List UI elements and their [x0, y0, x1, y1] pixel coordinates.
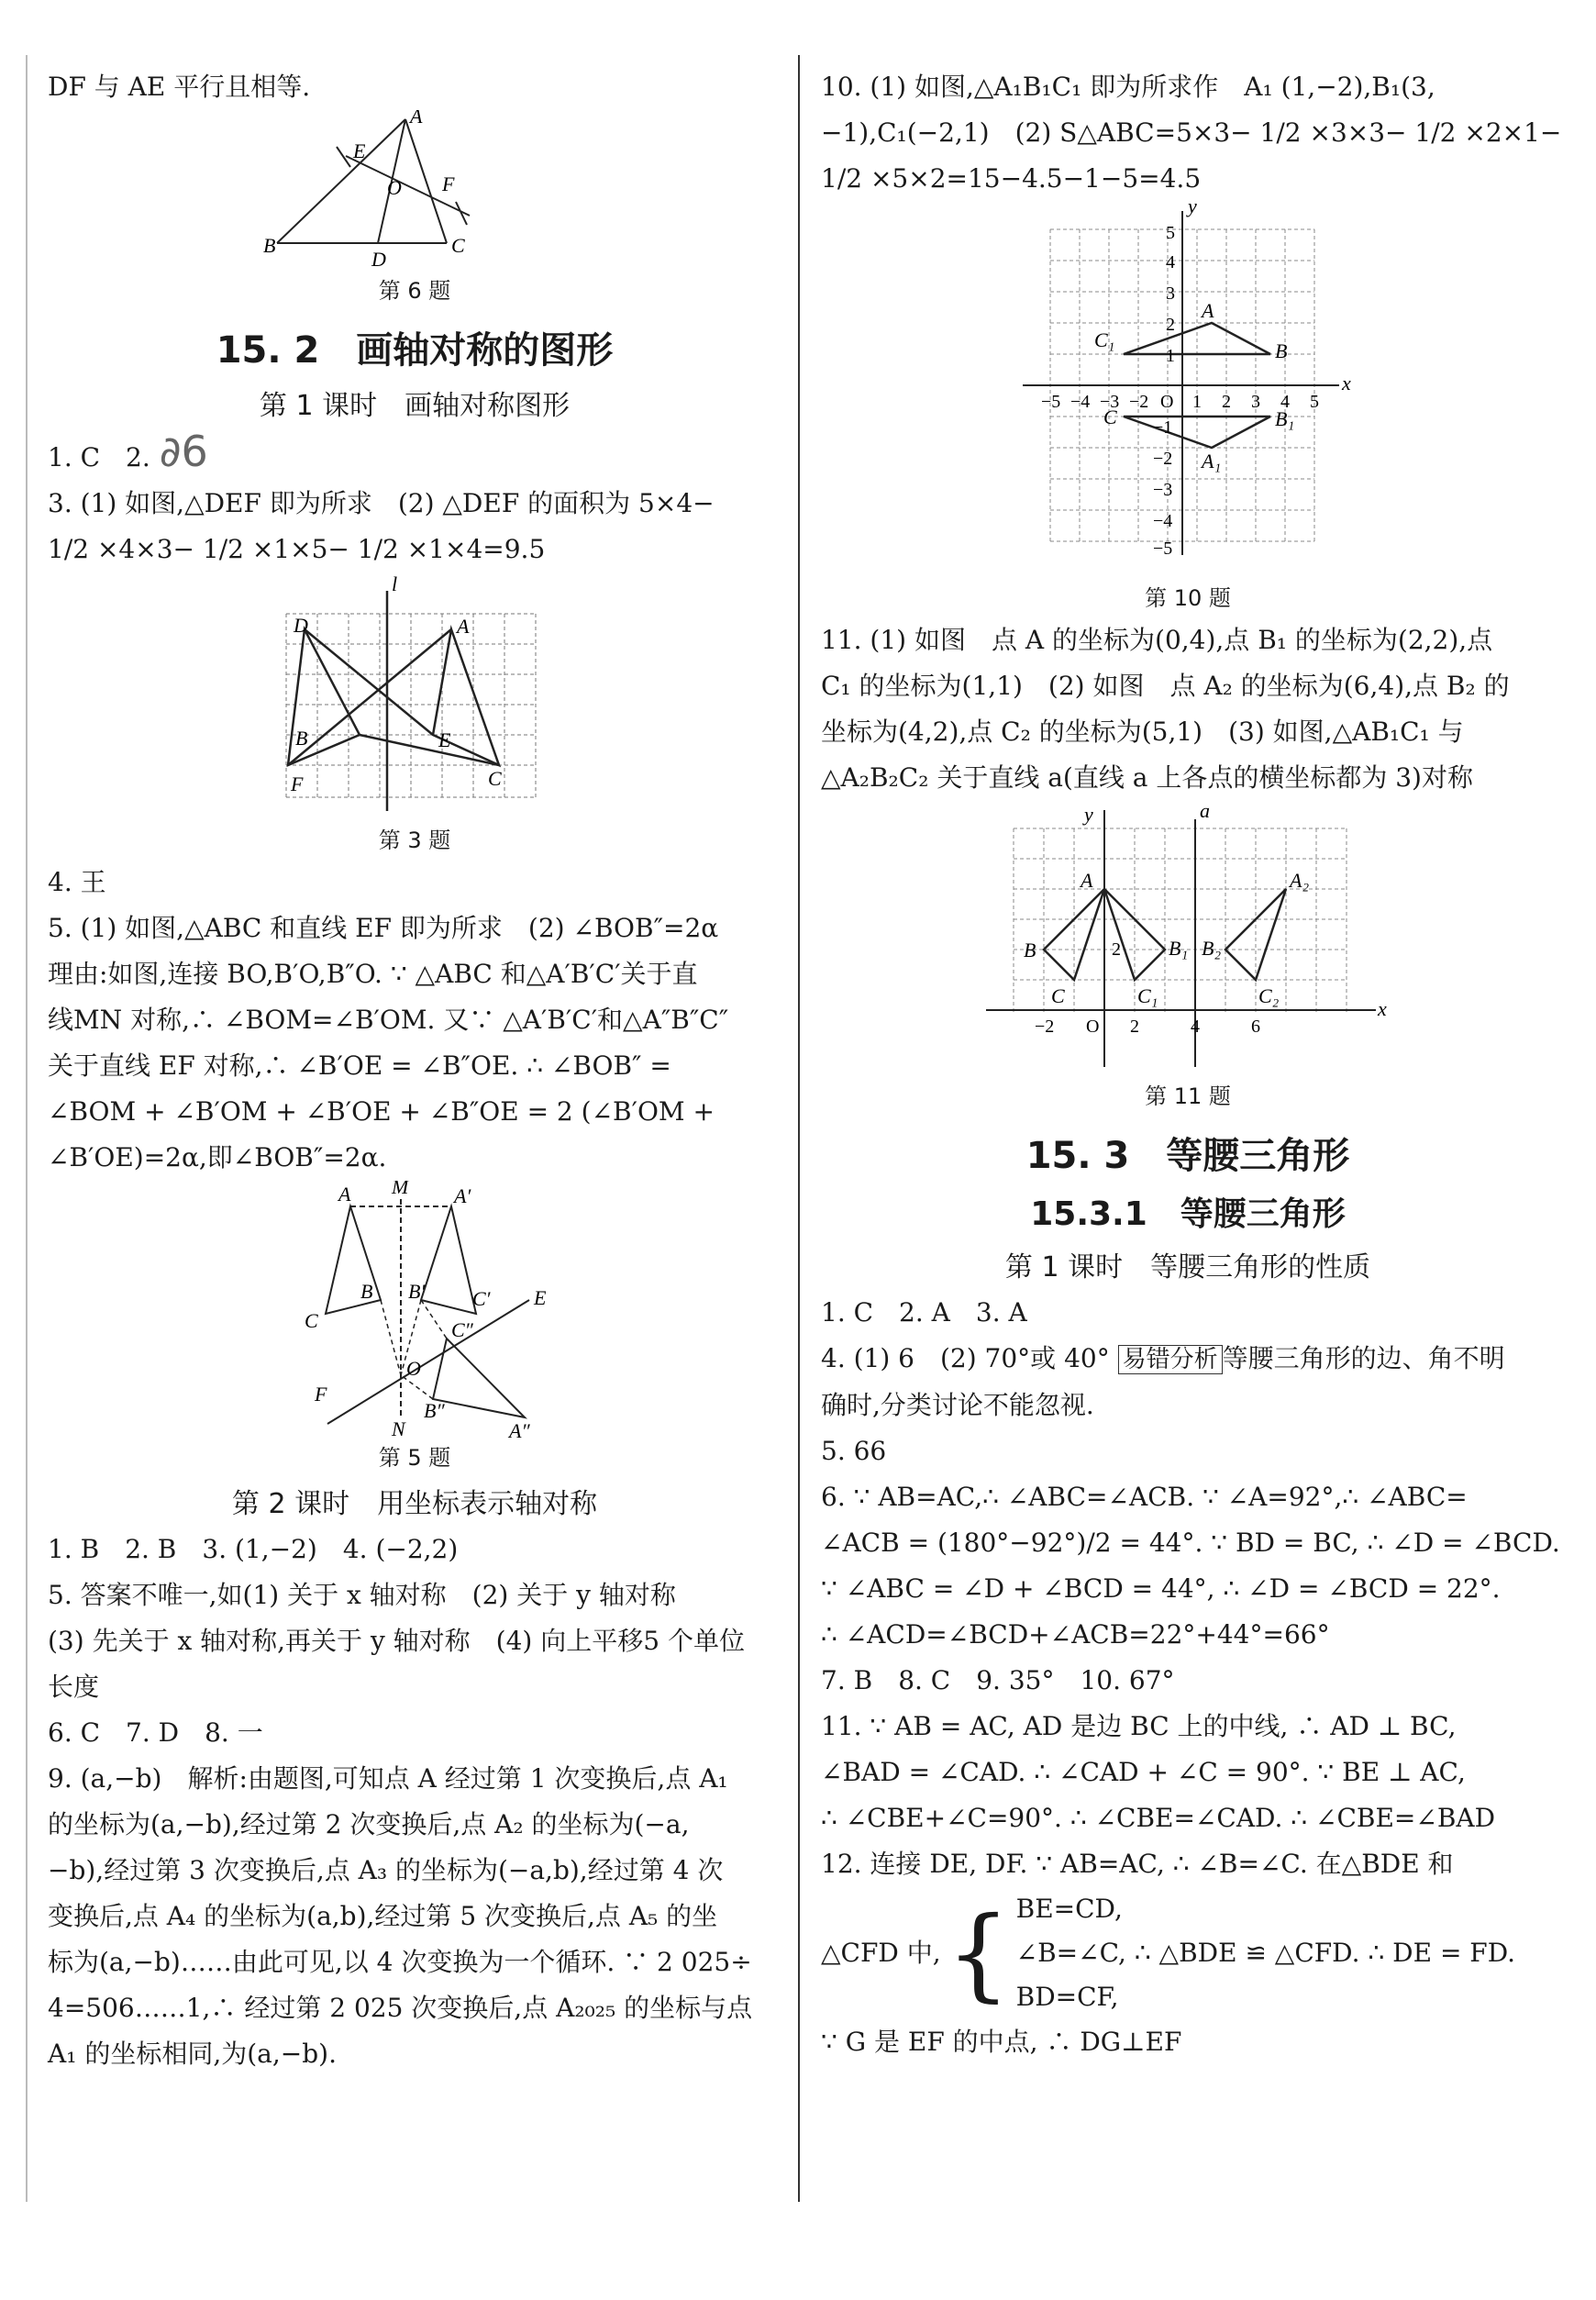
text-line: 1/2 ×5×2=15−4.5−1−5=4.5 [821, 163, 1202, 194]
text-line: 7. B 8. C 9. 35° 10. 67° [821, 1665, 1175, 1695]
text-line: 4. 王 [48, 867, 106, 897]
figure-3 [268, 572, 561, 820]
text-line: 5. 66 [821, 1436, 887, 1466]
label-F: F [315, 1383, 327, 1406]
text-line: 的坐标为(a,−b),经过第 2 次变换后,点 A₂ 的坐标为(−a, [48, 1809, 690, 1839]
svg-text:1: 1 [1192, 392, 1202, 412]
axis-x-label: x [1342, 372, 1351, 394]
text-line: 5. (1) 如图,△ABC 和直线 EF 即为所求 (2) ∠BOB″=2α [48, 913, 719, 943]
svg-text:O: O [1160, 392, 1174, 412]
text-line [821, 1336, 1555, 1383]
error-analysis-tag: 易错分析 [1118, 1345, 1223, 1374]
text-line: ∠BAD = ∠CAD. ∴ ∠CAD + ∠C = 90°. ∵ BE ⊥ AC, [821, 1757, 1466, 1787]
svg-text:4: 4 [1191, 1017, 1200, 1037]
figure-6 [263, 110, 566, 271]
figure-5 [263, 1181, 566, 1438]
label-A: A [457, 615, 470, 638]
subsection-heading: 15.3.1 等腰三角形 [1030, 1195, 1346, 1233]
label-F: F [442, 172, 455, 195]
svg-text:2: 2 [1166, 315, 1175, 335]
figure-caption: 第 3 题 [378, 828, 451, 853]
svg-text:2: 2 [1130, 1017, 1139, 1037]
label-C-double-prime: C″ [451, 1318, 473, 1341]
text-line: ∴ ∠CBE+∠C=90°. ∴ ∠CBE=∠CAD. ∴ ∠CBE=∠BAD [821, 1803, 1496, 1833]
right-column [821, 64, 1562, 2065]
text-line: ∴ ∠ACD=∠BCD+∠ACB=22°+44°=66° [821, 1619, 1330, 1650]
svg-text:5: 5 [1310, 392, 1319, 412]
svg-text:6: 6 [1251, 1017, 1260, 1037]
text-line: 4=506……1,∴ 经过第 2 025 次变换后,点 A₂₀₂₅ 的坐标与点 [48, 1993, 753, 2023]
lesson-heading: 第 2 课时 用坐标表示轴对称 [231, 1488, 598, 1520]
label-B: B [263, 234, 276, 257]
text-line: (3) 先关于 x 轴对称,再关于 y 轴对称 (4) 向上平移5 个单位 [48, 1626, 745, 1656]
axis-x-label: x [1378, 997, 1387, 1020]
label-B: B [1275, 339, 1288, 362]
condition-line: ∠B=∠C, ∴ △BDE ≌ △CFD. ∴ DE = FD. [1015, 1938, 1516, 1968]
text-line: ∵ G 是 EF 的中点, ∴ DG⊥EF [821, 2027, 1182, 2057]
text-line: 10. (1) 如图,△A₁B₁C₁ 即为所求作 A₁ (1,−2),B₁(3, [821, 72, 1435, 102]
label-A: A [410, 110, 423, 128]
figure-caption: 第 5 题 [378, 1445, 451, 1471]
svg-text:−1: −1 [1153, 417, 1173, 438]
text-line: 确时,分类讨论不能忽视. [821, 1390, 1094, 1420]
label-A-double-prime: A″ [509, 1419, 530, 1438]
label-C1: C₁ [1094, 328, 1115, 351]
label-E: E [534, 1286, 547, 1309]
svg-text:−5: −5 [1153, 539, 1173, 559]
label-A: A [1202, 299, 1214, 322]
text-line: A₁ 的坐标相同,为(a,−b). [48, 2039, 337, 2069]
label-C-prime: C′ [472, 1287, 491, 1310]
left-brace: { [946, 1894, 1011, 2012]
svg-text:−2: −2 [1129, 392, 1149, 412]
label-A: A [338, 1183, 351, 1206]
figure-caption: 第 11 题 [1145, 1083, 1231, 1109]
svg-text:5: 5 [1166, 223, 1175, 243]
label-B2: B₂ [1202, 937, 1222, 960]
text-line: ∠BOM + ∠B′OM + ∠B′OE + ∠B″OE = 2 (∠B′OM + [48, 1096, 715, 1127]
text-line: 1. B 2. B 3. (1,−2) 4. (−2,2) [48, 1534, 459, 1564]
label-B: B [360, 1280, 373, 1303]
text-line: 理由:如图,连接 BO,B′O,B″O. ∵ △ABC 和△A′B′C′关于直 [48, 959, 698, 989]
label-O: O [387, 176, 402, 199]
label-A2: A₂ [1290, 869, 1310, 892]
section-heading: 15. 3 等腰三角形 [1025, 1135, 1350, 1177]
label-C: C [1103, 406, 1117, 428]
left-column [48, 64, 781, 2077]
label-B-prime: B′ [408, 1280, 426, 1303]
figure-caption: 第 6 题 [378, 278, 451, 304]
answer-text: 1. C 2. [48, 442, 150, 472]
svg-text:2: 2 [1222, 392, 1231, 412]
label-l: l [392, 572, 398, 595]
svg-text:−5: −5 [1041, 392, 1061, 412]
answer-text: △CFD 中, [821, 1938, 941, 1968]
handwritten-mark: ∂6 [159, 427, 208, 476]
text-line: 12. 连接 DE, DF. ∵ AB=AC, ∴ ∠B=∠C. 在△BDE 和 [821, 1849, 1454, 1879]
svg-text:O: O [1086, 1017, 1100, 1037]
text-line: 6. ∵ AB=AC,∴ ∠ABC=∠ACB. ∵ ∠A=92°,∴ ∠ABC= [821, 1482, 1468, 1512]
text-line: 9. (a,−b) 解析:由题图,可知点 A 经过第 1 次变换后,点 A₁ [48, 1763, 728, 1794]
svg-text:2: 2 [1112, 939, 1121, 960]
condition-line: BE=CD, [1015, 1894, 1123, 1924]
condition-line: BD=CF, [1015, 1982, 1119, 2012]
svg-text:4: 4 [1166, 252, 1175, 272]
figure-caption: 第 10 题 [1145, 585, 1231, 611]
label-C: C [488, 767, 502, 790]
svg-text:−2: −2 [1035, 1017, 1055, 1037]
lesson-heading: 第 1 课时 等腰三角形的性质 [1004, 1251, 1371, 1283]
text-line: 6. C 7. D 8. 一 [48, 1717, 263, 1748]
text-line: ∵ ∠ABC = ∠D + ∠BCD = 44°, ∴ ∠D = ∠BCD = 22°. [821, 1573, 1501, 1604]
answer-text: 等腰三角形的边、角不明 [1222, 1343, 1505, 1373]
svg-text:−4: −4 [1153, 511, 1173, 531]
svg-text:−3: −3 [1153, 480, 1173, 500]
text-line: 5. 答案不唯一,如(1) 关于 x 轴对称 (2) 关于 y 轴对称 [48, 1580, 676, 1610]
label-C2: C₂ [1258, 984, 1280, 1007]
svg-text:1: 1 [1166, 346, 1175, 366]
figure-10 [1014, 202, 1362, 578]
text-line: 3. (1) 如图,△DEF 即为所求 (2) △DEF 的面积为 5×4− [48, 488, 715, 518]
text-line [48, 428, 781, 481]
text-line: 关于直线 EF 对称,∴ ∠B′OE = ∠B″OE. ∴ ∠BOB″ = [48, 1050, 671, 1081]
label-M: M [392, 1181, 409, 1198]
label-C: C [305, 1309, 318, 1332]
text-line: ∠B′OE)=2α,即∠BOB″=2α. [48, 1142, 387, 1172]
text-line: 变换后,点 A₄ 的坐标为(a,b),经过第 5 次变换后,点 A₅ 的坐 [48, 1901, 718, 1931]
text-line: −1),C₁(−2,1) (2) S△ABC=5×3− 1/2 ×3×3− 1/2 ×2×1− [821, 117, 1562, 148]
label-B-double-prime: B″ [424, 1399, 445, 1422]
svg-text:−2: −2 [1153, 449, 1173, 469]
text-line: −b),经过第 3 次变换后,点 A₃ 的坐标为(−a,b),经过第 4 次 [48, 1855, 724, 1885]
section-heading: 15. 2 画轴对称的图形 [216, 329, 614, 372]
text-line: DF 与 AE 平行且相等. [48, 72, 311, 102]
text-line: C₁ 的坐标为(1,1) (2) 如图 点 A₂ 的坐标为(6,4),点 B₂ 的 [821, 671, 1510, 701]
lesson-heading: 第 1 课时 画轴对称图形 [259, 390, 571, 422]
text-line: 长度 [48, 1672, 100, 1702]
label-B1: B₁ [1275, 407, 1295, 430]
column-divider [798, 55, 800, 2202]
axis-y-label: y [1084, 803, 1093, 826]
text-line: 标为(a,−b)……由此可见,以 4 次变换为一个循环. ∵ 2 025÷ [48, 1947, 752, 1977]
label-O: O [406, 1357, 421, 1380]
page-margin-line [26, 55, 28, 2202]
svg-text:4: 4 [1280, 392, 1290, 412]
svg-text:−4: −4 [1070, 392, 1091, 412]
text-line: 1/2 ×4×3− 1/2 ×1×5− 1/2 ×1×4=9.5 [48, 534, 546, 564]
label-N: N [392, 1417, 405, 1438]
svg-text:−3: −3 [1100, 392, 1120, 412]
axis-y-label: y [1188, 202, 1197, 217]
label-D: D [371, 248, 386, 271]
label-F: F [291, 772, 304, 795]
figure-11 [972, 801, 1403, 1076]
label-A: A [1081, 869, 1093, 892]
line-a-label: a [1200, 801, 1210, 822]
label-E: E [353, 139, 366, 162]
text-line: 11. ∵ AB = AC, AD 是边 BC 上的中线, ∴ AD ⊥ BC, [821, 1711, 1457, 1741]
text-line: 线MN 对称,∴ ∠BOM=∠B′OM. 又∵ △A′B′C′和△A″B″C″ [48, 1005, 729, 1035]
label-B1: B₁ [1169, 937, 1189, 960]
answer-text: 4. (1) 6 (2) 70°或 40° [821, 1343, 1110, 1373]
text-line: 1. C 2. A 3. A [821, 1297, 1027, 1328]
text-line: △A₂B₂C₂ 关于直线 a(直线 a 上各点的横坐标都为 3)对称 [821, 762, 1473, 793]
label-E: E [438, 728, 451, 751]
label-A-prime: A′ [454, 1184, 471, 1207]
congruence-system [821, 1887, 1555, 2019]
label-D: D [294, 614, 308, 637]
text-line: 坐标为(4,2),点 C₂ 的坐标为(5,1) (3) 如图,△AB₁C₁ 与 [821, 717, 1464, 747]
svg-text:3: 3 [1166, 283, 1175, 304]
label-B: B [295, 727, 308, 750]
svg-text:3: 3 [1251, 392, 1260, 412]
label-C: C [451, 234, 465, 257]
condition-list [1016, 1887, 1515, 2019]
label-C1: C₁ [1137, 984, 1158, 1007]
text-line: 11. (1) 如图 点 A 的坐标为(0,4),点 B₁ 的坐标为(2,2),点 [821, 625, 1493, 655]
label-B: B [1024, 939, 1036, 961]
label-A1: A₁ [1202, 450, 1222, 472]
text-line: ∠ACB = (180°−92°)/2 = 44°. ∵ BD = BC, ∴ ∠D = ∠BCD. [821, 1528, 1560, 1558]
label-C: C [1051, 984, 1065, 1007]
